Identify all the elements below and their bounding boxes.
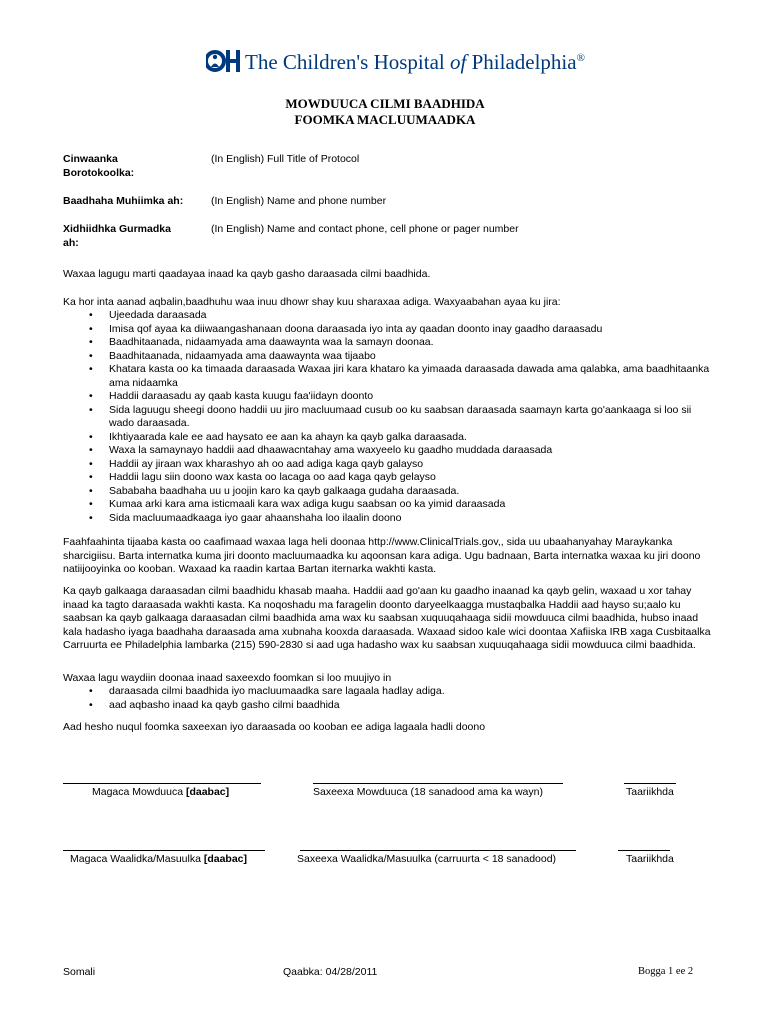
list-item: • Kumaa arki kara ama isticmaali kara wax adiga kugu saabsan oo ka yimid daraasada: [63, 498, 713, 512]
list-item: • Waxa la samaynayo haddii aad dhaawacntahay ama waxyeelo ku gaadho muddada daraasada: [63, 444, 713, 458]
list-intro-paragraph: Ka hor inta aanad aqbalin,baadhuhu waa inuu dhowr shay kuu sharaxaa adiga. Waxyaabahan ayaa ku jira:: [63, 296, 561, 308]
intro-paragraph: Waxaa lagugu marti qaadayaa inaad ka qayb gasho daraasada cilmi baadhida.: [63, 268, 431, 280]
list-item: • Haddii lagu siin doono wax kasta oo lacaga oo aad kaga qayb gelayso: [63, 471, 713, 485]
hospital-logo: [0, 44, 770, 80]
field-value: (In English) Name and contact phone, cell phone or pager number: [211, 223, 519, 235]
field-label: Baadhaha Muhiimka ah:: [63, 195, 184, 207]
subject-signature-label: Saxeexa Mowduuca (18 sanadood ama ka wayn): [313, 786, 543, 798]
list-item: • Khatara kasta oo ka timaada daraasada Waxaa jiri kara khataro ka yimaada daraasada dawada ama qalabka, ama baadhitaanka ama nidaamka: [63, 363, 713, 390]
list-item: • Sida macluumaadkaaga iyo gaar ahaanshaha loo ilaalin doono: [63, 512, 713, 526]
subject-date-line[interactable]: [624, 783, 676, 784]
list-item: • Haddii daraasadu ay qaab kasta kuugu faa'iidayn doonto: [63, 390, 713, 404]
guardian-signature-line[interactable]: [300, 850, 576, 851]
list-item: • Baadhitaanada, nidaamyada ama daawaynta waa la samayn doonaa.: [63, 336, 713, 350]
list-item: • Ujeedada daraasada: [63, 309, 713, 323]
list-item: • Sida laguugu sheegi doono haddii uu jiro macluumaad cusub oo ku saabsan daraasada saamayn karta go'aankaaga si loo sii wado daraasada.: [63, 404, 713, 431]
list-item: • Baadhitaanada, nidaamyada ama daawaynta waa tijaabo: [63, 350, 713, 364]
form-title-line2: FOOMKA MACLUUMAADKA: [294, 112, 476, 127]
form-title: [0, 96, 770, 128]
list-item: • aad aqbasho inaad ka qayb gasho cilmi baadhida: [63, 699, 713, 713]
copy-note-paragraph: Aad hesho nuqul foomka saxeexan iyo daraasada oo kooban ee adiga lagaala hadli doono: [63, 721, 486, 733]
field-value: (In English) Full Title of Protocol: [211, 153, 360, 165]
guardian-date-label: Taariikhda: [626, 853, 674, 865]
list-item: • Haddii ay jiraan wax kharashyo ah oo aad adiga kaga qayb galayso: [63, 458, 713, 472]
subject-signature-line[interactable]: [313, 783, 563, 784]
consent-intro-paragraph: Waxaa lagu waydiin doonaa inaad saxeexdo foomkan si loo muujiyo in: [63, 672, 392, 684]
list-item: • Sababaha baadhaha uu u joojin karo ka qayb galkaaga gudaha daraasada.: [63, 485, 713, 499]
consent-list: [63, 685, 713, 712]
explanation-list: [63, 309, 713, 525]
form-title-line1: MOWDUUCA CILMI BAADHIDA: [285, 96, 485, 111]
footer-version: Qaabka: 04/28/2011: [283, 966, 378, 978]
guardian-signature-label: Saxeexa Waalidka/Masuulka (carruurta < 18 sanadood): [297, 853, 557, 865]
chop-emblem-icon: [206, 48, 242, 74]
field-value: (In English) Name and phone number: [211, 195, 387, 207]
guardian-name-label: Magaca Waalidka/Masuulka [daabac]: [70, 853, 248, 865]
field-label: Xidhiidhka Gurmadka ah:: [63, 223, 171, 249]
subject-date-label: Taariikhda: [626, 786, 674, 798]
subject-name-line[interactable]: [63, 783, 261, 784]
footer-language: Somali: [63, 966, 96, 978]
subject-name-label: Magaca Mowduuca [daabac]: [92, 786, 230, 798]
footer-page-number: Bogga 1 ee 2: [638, 966, 694, 977]
guardian-name-line[interactable]: [63, 850, 265, 851]
list-item: • Imisa qof ayaa ka diiwaangashanaan doona daraasada iyo inta ay qaadan doonto inay gaadho daraasadu: [63, 323, 713, 337]
list-item: • daraasada cilmi baadhida iyo macluumaadka sare lagaala hadlay adiga.: [63, 685, 713, 699]
guardian-date-line[interactable]: [618, 850, 670, 851]
clinicaltrials-paragraph: Faahfaahinta tijaaba kasta oo caafimaad waxaa laga heli doonaa http://www.ClinicalTrials.gov,, sida uu ubaahanyahay Maraykanka sharcigiisu. Barta internatka kuma jiri doonto macluumaadka ku aqoonsan kara adiga. Ugu badnaan, Barta internatka waxaa ku jiri doono natiijooyinka oo kooban. Waxaad ka raadin kartaa Bartan iternarka wakhti kasta.: [63, 536, 701, 575]
hospital-name: The Children's Hospital of Philadelphia®: [245, 50, 585, 74]
field-label: Cinwaanka Borotokoolka:: [63, 153, 135, 179]
list-item: • Ikhtiyaarada kale ee aad haysato ee aan ka ahayn ka qayb galka daraasada.: [63, 431, 713, 445]
participation-paragraph: Ka qayb galkaaga daraasadan cilmi baadhidu khasab maaha. Haddii aad go'aan ku gaadho inaanad ka qayb gelin, waxaad u xor tahay inaad ka tagto daraasada wakhti kasta. Ka noqoshadu ma faragelin doonto daryeelkaagga mustaqbalka Haddii aad hayso su;aalo ku saabsan ka qayb galkaaga daraasadan cilmi baadhida ama wax ku saabsan xuquuqahaaga sidii mowduuca cilmi baadhida, hubso inaad kala hadasho iyaga baadhaha daraasada ama xubnaha kooxda daraasada. Waxaad sidoo kale wici doontaa Xafiiska IRB xaga Cusbitaalka Carruurta ee Philadelphia lambarka (215) 590-2830 si aad uga hadasho wax ku saabsan xuquuqahaaga sidii mowduuca cilmi baadhida.: [63, 585, 711, 651]
